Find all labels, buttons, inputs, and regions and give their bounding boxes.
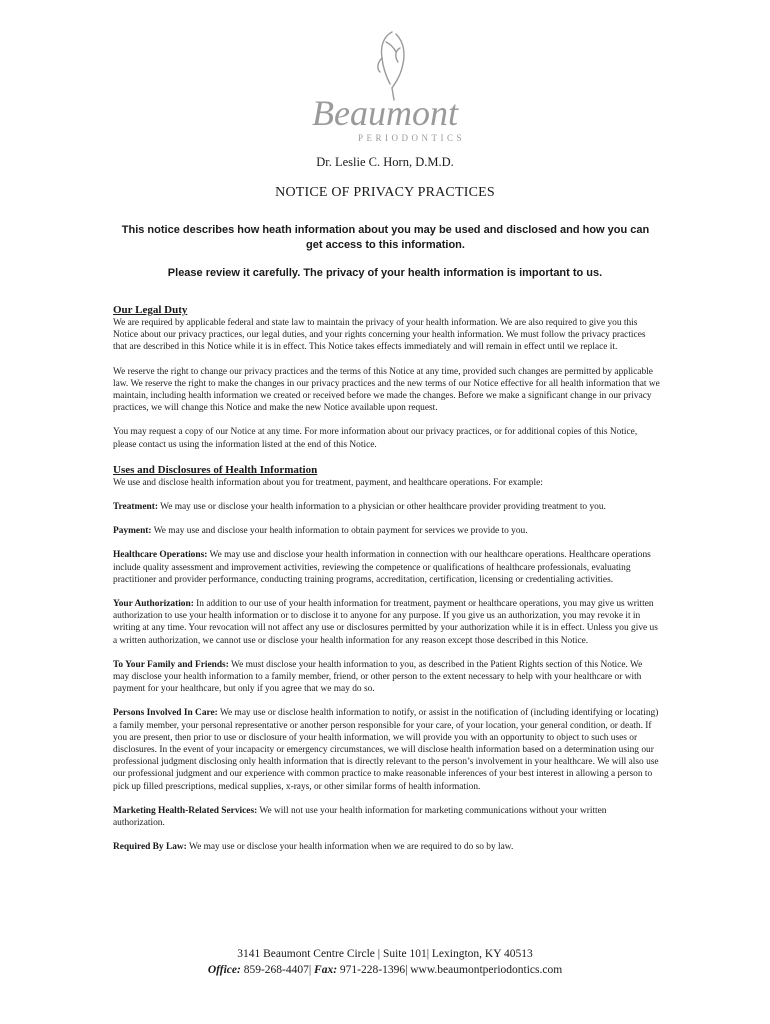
beaumont-logo xyxy=(300,28,470,148)
footer-address: 3141 Beaumont Centre Circle | Suite 101| Lexington, KY 40513 xyxy=(237,948,533,960)
item-family-friends xyxy=(113,659,660,696)
item-label: Persons Involved In Care: xyxy=(113,708,218,719)
item-text: We may use or disclose your health information to a physician or other healthcare provider providing treatment to you. xyxy=(157,502,606,513)
item-label: Healthcare Operations: xyxy=(113,550,208,561)
section-heading-uses: Uses and Disclosures of Health Information xyxy=(113,463,318,476)
item-authorization xyxy=(113,598,660,647)
item-text: We may use or disclose health information to notify, or assist in the notification of (including identifying or locating) a family member, your personal representative or another person responsible for your care, of your location, your general condition, or death. If you are present, then prior to use or disclosure of your health information, we will provide you with an opportunity to object to such uses or disclosures. In the event of your incapacity or emergency circumstances, we will disclose health information based on a determination using our professional judgment disclosing only health information that is directly relevant to the person’s involvement in your healthcare. We will also use our professional judgment and our experience with common practice to make reasonable inferences of your best interest in allowing a person to pick up filled prescriptions, medical supplies, x-rays, or other similar forms of health information. xyxy=(113,708,659,792)
fax-and-website: 971-228-1396| www.beaumontperiodontics.com xyxy=(337,964,563,976)
logo-wordmark: Beaumont xyxy=(312,93,458,133)
item-label: Treatment: xyxy=(113,502,158,513)
logo-tagline: PERIODONTICS xyxy=(358,133,466,143)
item-label: Marketing Health-Related Services: xyxy=(113,805,258,816)
item-label: To Your Family and Friends: xyxy=(113,659,229,670)
office-label: Office: xyxy=(207,964,241,976)
item-text: We will not use your health information for marketing communications without your written authorization. xyxy=(113,805,607,829)
page-footer xyxy=(0,946,770,978)
section-heading-legal-duty: Our Legal Duty xyxy=(113,304,188,316)
item-treatment xyxy=(113,501,660,513)
notice-body xyxy=(113,303,660,866)
item-label: Required By Law: xyxy=(113,842,187,853)
doctor-name: Dr. Leslie C. Horn, D.M.D. xyxy=(316,155,454,169)
review-note: Please review it carefully. The privacy of your health information is important to us. xyxy=(167,267,603,279)
item-marketing xyxy=(113,805,660,829)
item-text: We must disclose your health information to you, as described in the Patient Rights section of this Notice. We may disclose your health information to a family member, friend, or other person to the extent necessary to help with your healthcare or with payment for your healthcare, but only if you agree that we may do so. xyxy=(113,659,643,695)
item-required-by-law xyxy=(113,841,660,853)
office-phone: 859-268-4407| xyxy=(240,964,315,976)
item-label: Payment: xyxy=(113,526,152,537)
item-text: We may use and disclose your health information in connection with our healthcare operations. Healthcare operations include quality assessment and improvement activities, reviewing the competence or qualifications of healthcare professionals, evaluating practitioner and provider performance, conducting training programs, accreditation, certification, licensing or credentialing activities. xyxy=(113,550,651,585)
notice-intro: This notice describes how heath information about you may be used and disclosed and how you can get access to this information. xyxy=(121,224,650,251)
legal-duty-paragraph-2: We reserve the right to change our privacy practices and the terms of this Notice at any time, provided such changes are permitted by applicable law. We reserve the right to make the changes in our privacy practices and the new terms of our Notice effective for all health information that we maintain, including health information we created or received before we made the changes. Before we make a significant change in our privacy practices, we will change this Notice and make the new Notice available upon request. xyxy=(113,366,660,414)
legal-duty-paragraph-1: We are required by applicable federal and state law to maintain the privacy of your health information. We are also required to give you this Notice about our privacy practices, our legal duties, and your rights concerning your health information. We must follow the privacy practices that are described in this Notice while it is in effect. This Notice takes effects immediately and will remain in effect until we replace it. xyxy=(113,318,646,353)
legal-duty-paragraph-3: You may request a copy of our Notice at any time. For more information about our privacy practices, or for additional copies of this Notice, please contact us using the information listed at the end of this Notice. xyxy=(113,427,638,450)
item-healthcare-operations xyxy=(113,549,660,586)
page-title: NOTICE OF PRIVACY PRACTICES xyxy=(275,185,495,200)
footer-contact xyxy=(0,962,770,978)
item-text: We may use and disclose your health information to obtain payment for services we provide to you. xyxy=(151,526,528,537)
item-text: In addition to our use of your health information for treatment, payment or healthcare operations, you may give us written authorization to use your health information or to disclose it to anyone for any purpose. If you give us an authorization, you may revoke it in writing at any time. Your revocation will not affect any use or disclosures permitted by your authorization while it is in effect. Unless you give us a written authorization, we cannot use or disclose your health information for any reason except those described in this Notice. xyxy=(113,599,658,646)
fax-label: Fax: xyxy=(314,964,338,976)
item-payment xyxy=(113,525,660,537)
item-text: We may use or disclose your health information when we are required to do so by law. xyxy=(186,842,514,853)
item-persons-involved xyxy=(113,707,660,792)
uses-intro: We use and disclose health information about you for treatment, payment, and healthcare operations. For example: xyxy=(113,477,543,488)
item-label: Your Authorization: xyxy=(113,599,194,610)
horse-head-icon xyxy=(300,28,470,148)
